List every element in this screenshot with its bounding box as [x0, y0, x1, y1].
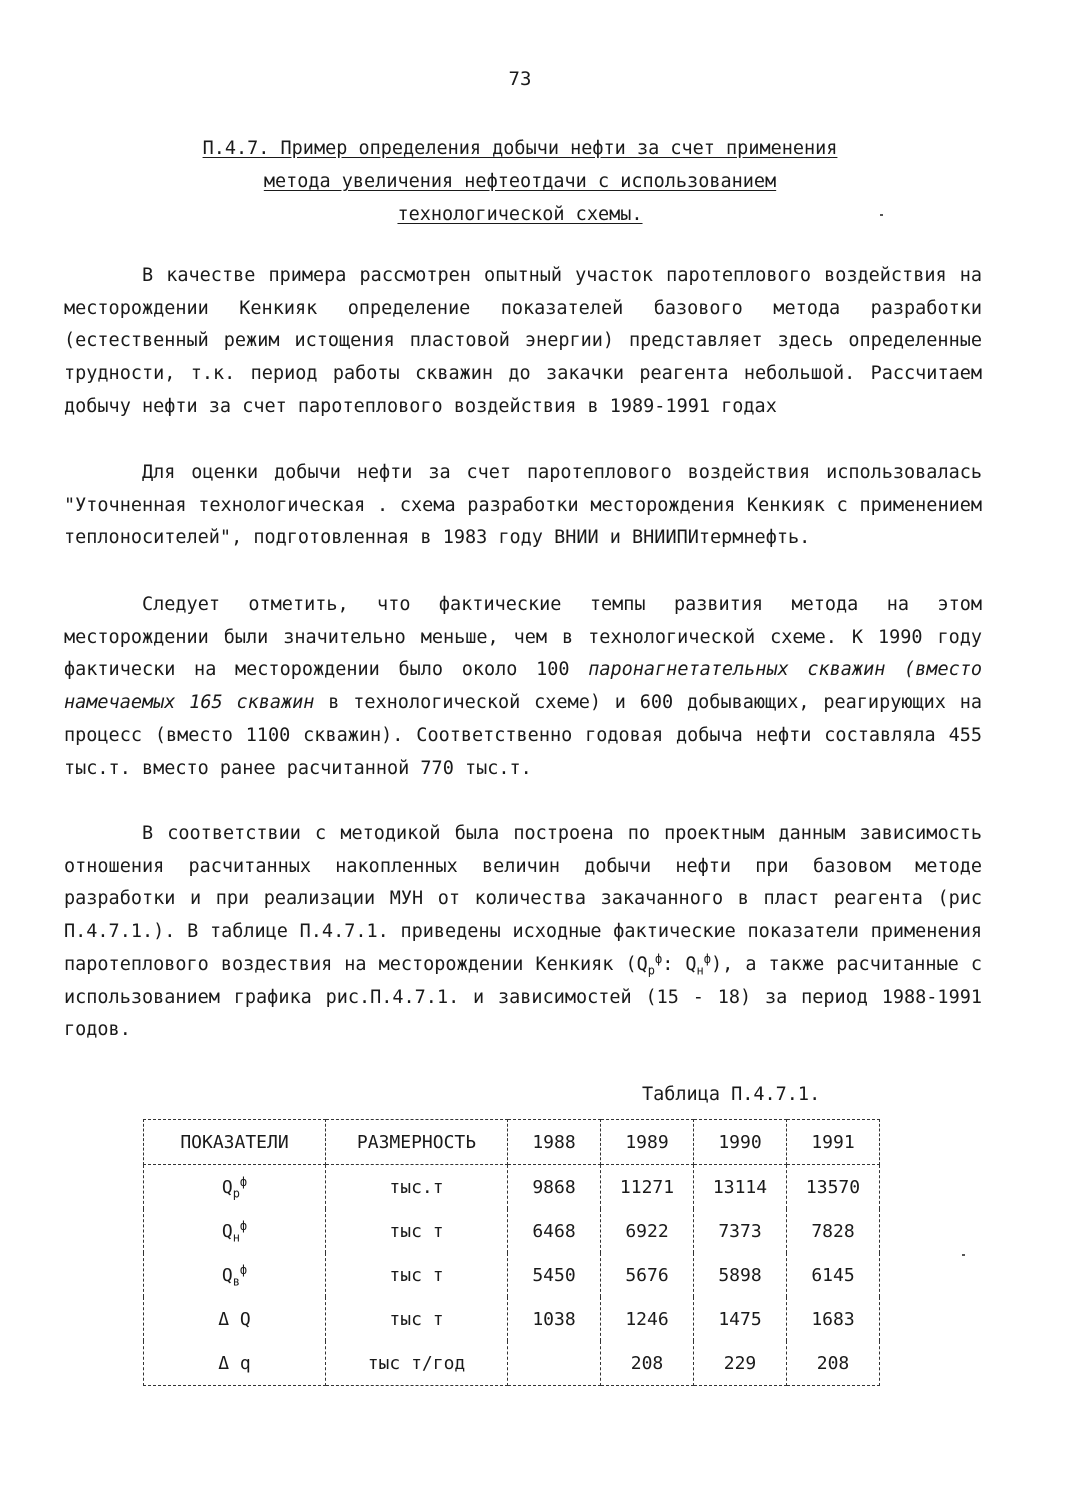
cell-1989: 11271: [601, 1165, 694, 1210]
paragraph-1: [64, 260, 982, 424]
header-indicator: ПОКАЗАТЕЛИ: [144, 1120, 326, 1165]
table-row: [144, 1253, 880, 1297]
cell-1990: 7373: [694, 1209, 787, 1253]
cell-1989: 1246: [601, 1297, 694, 1341]
cell-1990: 229: [694, 1341, 787, 1386]
table-caption: Таблица П.4.7.1.: [642, 1084, 821, 1105]
paragraph-4-sub-n: н: [696, 963, 704, 978]
indicators-table: [143, 1119, 880, 1386]
heading-line-3: технологической схемы.: [397, 204, 643, 225]
cell-1991: 6145: [787, 1253, 880, 1297]
row-indicator: $Q_р^ф$: [144, 1165, 326, 1210]
row-unit: тыс т: [326, 1253, 508, 1297]
header-unit: РАЗМЕРНОСТЬ: [326, 1120, 508, 1165]
paragraph-4-sub-r: р: [647, 963, 655, 978]
cell-1988: 9868: [508, 1165, 601, 1210]
table-row: [144, 1209, 880, 1253]
paragraph-3-part-c: в технологической схеме) и 600 добывающих, реагирующих на процесс (вместо 1100 скважин). Соответственно годовая добыча нефти составляла 455 тыс.т. вместо ранее расчитанной 770 тыс.т.: [64, 692, 983, 779]
cell-1990: 5898: [694, 1253, 787, 1297]
cell-1990: 1475: [694, 1297, 787, 1341]
table-row: [144, 1341, 880, 1386]
row-unit: тыс т/год: [326, 1341, 508, 1386]
paragraph-4-sep: : Q: [662, 953, 697, 975]
paragraph-4-text: [64, 818, 982, 1047]
heading-line-2: метода увеличения нефтеотдачи с использованием: [263, 171, 777, 192]
paragraph-1-text: В качестве примера рассмотрен опытный участок паротеплового воздействия на месторождении Кенкияк определение показателей базового метода разработки (естественный режим истощения пластовой энергии) представляет здесь определенные трудности, т.к. период работы скважин до закачки реагента небольшой. Рассчитаем добычу нефти за счет паротеплового воздействия в 1989-1991 годах: [64, 265, 982, 417]
row-indicator: Δ q: [144, 1341, 326, 1386]
cell-1989: 5676: [601, 1253, 694, 1297]
paragraph-2: [64, 457, 982, 555]
row-unit: тыс т: [326, 1297, 508, 1341]
scan-speck: [962, 1254, 965, 1256]
row-indicator: Δ Q: [144, 1297, 326, 1341]
section-heading: [60, 132, 980, 231]
paragraph-3-text: [64, 589, 982, 785]
scan-speck: [880, 214, 883, 216]
table-header-row: [144, 1120, 880, 1165]
paragraph-3-part-a: Следует отметить, что фактические темпы развития метода на этом месторождении были значительно меньше, чем в технологической схеме. К 1990 году фактически на месторождении было около 100: [64, 594, 982, 681]
header-1989: 1989: [601, 1120, 694, 1165]
paragraph-3-italic: паронагнетательных скважин (вместо намечаемых 165 скважин: [64, 659, 982, 714]
header-1988: 1988: [508, 1120, 601, 1165]
paragraph-4-part-b: ), а также расчитанные с использованием графика рис.П.4.7.1. и зависимостей (15 - 18) за период 1988-1991 годов.: [64, 953, 982, 1041]
cell-1988: 5450: [508, 1253, 601, 1297]
paragraph-4-part-a: В соответствии с методикой была построена по проектным данным зависимость отношения расчитанных накопленных величин добычи нефти при базовом методе разработки и при реализации МУН от количества закачанного в пласт реагента (рис П.4.7.1.). В таблице П.4.7.1. приведены исходные фактические показатели применения паротеплового воздествия на месторождении Кенкияк (Q: [64, 823, 982, 975]
cell-1991: 208: [787, 1341, 880, 1386]
table-row: [144, 1297, 880, 1341]
cell-1990: 13114: [694, 1165, 787, 1210]
row-indicator: $Q_н^ф$: [144, 1209, 326, 1253]
cell-1991: 13570: [787, 1165, 880, 1210]
paragraph-4: [64, 818, 982, 1047]
cell-1989: 6922: [601, 1209, 694, 1253]
heading-line-1: П.4.7. Пример определения добычи нефти за счет применения: [202, 138, 838, 159]
paragraph-4-sup-f1: ф: [654, 951, 663, 966]
cell-1989: 208: [601, 1341, 694, 1386]
cell-1988: 6468: [508, 1209, 601, 1253]
row-unit: тыс т: [326, 1209, 508, 1253]
paragraph-3: [64, 589, 982, 785]
cell-1988: [508, 1341, 601, 1386]
paragraph-4-sup-f2: ф: [703, 951, 712, 966]
header-1991: 1991: [787, 1120, 880, 1165]
header-1990: 1990: [694, 1120, 787, 1165]
cell-1988: 1038: [508, 1297, 601, 1341]
row-indicator: $Q_в^ф$: [144, 1253, 326, 1297]
table-row: [144, 1165, 880, 1210]
paragraph-2-text: Для оценки добычи нефти за счет паротеплового воздействия использовалась "Уточненная технологическая . схема разработки месторождения Кенкияк с применением теплоносителей", подготовленная в 1983 году ВНИИ и ВНИИПИтермнефть.: [64, 462, 982, 549]
cell-1991: 1683: [787, 1297, 880, 1341]
page-number: 73: [508, 68, 532, 90]
cell-1991: 7828: [787, 1209, 880, 1253]
row-unit: тыс.т: [326, 1165, 508, 1210]
